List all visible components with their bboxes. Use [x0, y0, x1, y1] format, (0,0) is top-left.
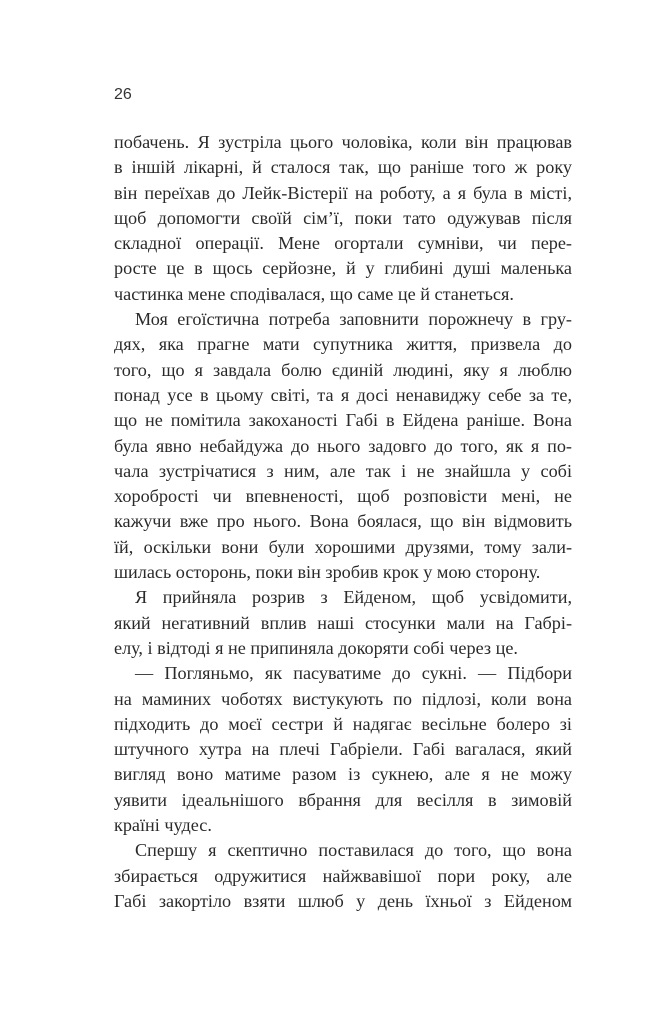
text-line: побачень. Я зустріла цього чоловіка, коли він працював: [114, 132, 572, 152]
text-line: складної операції. Мене огортали сумніви, чи пере-: [114, 233, 572, 254]
text-line: Габі закортіло взяти шлюб у день їхньої з Ейденом: [114, 890, 572, 911]
text-line: він переїхав до Лейк-Вістерії на роботу, а я була в місті,: [114, 182, 572, 203]
text-line: частинка мене сподівалася, що саме це й станеться.: [114, 283, 514, 304]
text-line: того, що я завдала болю єдиній людині, яку я люблю: [114, 359, 572, 380]
text-line: Я прийняла розрив з Ейденом, щоб усвідомити,: [135, 587, 572, 608]
text-line: понад усе в цьому світі, та я досі ненавиджу себе за те,: [114, 384, 572, 405]
paragraph: [114, 838, 572, 914]
text-line: — Погляньмо, як пасуватиме до сукні. — Підбори: [135, 663, 572, 684]
text-line: елу, і відтоді я не припиняла докоряти собі через це.: [114, 637, 518, 658]
body-text: [114, 130, 572, 914]
text-line: який негативний вплив наші стосунки мали на Габрі-: [114, 612, 572, 633]
text-line: дях, яка прагне мати супутника життя, призвела до: [114, 334, 572, 355]
text-line: підходить до моєї сестри й надягає весільне болеро зі: [114, 713, 572, 734]
text-line: шилась осторонь, поки він зробив крок у мою сторону.: [114, 562, 541, 583]
text-line: хоробрості чи впевненості, щоб розповісти мені, не: [114, 486, 572, 507]
paragraph: [114, 585, 572, 661]
text-line: Моя егоїстична потреба заповнити порожнечу в гру-: [135, 309, 572, 330]
page-number: 26: [114, 86, 132, 103]
paragraph: [114, 307, 572, 585]
text-line: чала зустрічатися з ним, але так і не знайшла у собі: [114, 460, 572, 481]
text-line: штучного хутра на плечі Габріели. Габі вагалася, який: [114, 739, 572, 760]
text-line: росте це в щось серйозне, й у глибині душі маленька: [114, 258, 572, 279]
text-line: їй, оскільки вони були хорошими друзями, тому зали-: [114, 536, 572, 557]
text-line: вигляд воно матиме разом із сукнею, але я не можу: [114, 764, 572, 785]
text-line: на маминих чоботях вистукують по підлозі, коли вона: [114, 688, 572, 709]
text-line: в іншій лікарні, й сталося так, що раніше того ж року: [114, 157, 572, 178]
text-line: країні чудес.: [114, 815, 212, 836]
text-line: уявити ідеальнішого вбрання для весілля в зимовій: [114, 789, 572, 810]
text-line: збирається одружитися найжвавішої пори року, але: [114, 865, 572, 886]
text-line: була явно небайдужа до нього задовго до того, як я по-: [114, 435, 572, 456]
text-line: Спершу я скептично поставилася до того, що вона: [135, 840, 572, 861]
paragraph: [114, 661, 572, 838]
text-line: щоб допомогти своїй сім’ї, поки тато одужував після: [114, 207, 572, 228]
paragraph: [114, 130, 572, 307]
text-line: що не помітила закоханості Габі в Ейдена раніше. Вона: [114, 410, 572, 431]
text-line: кажучи вже про нього. Вона боялася, що він відмовить: [114, 511, 572, 532]
